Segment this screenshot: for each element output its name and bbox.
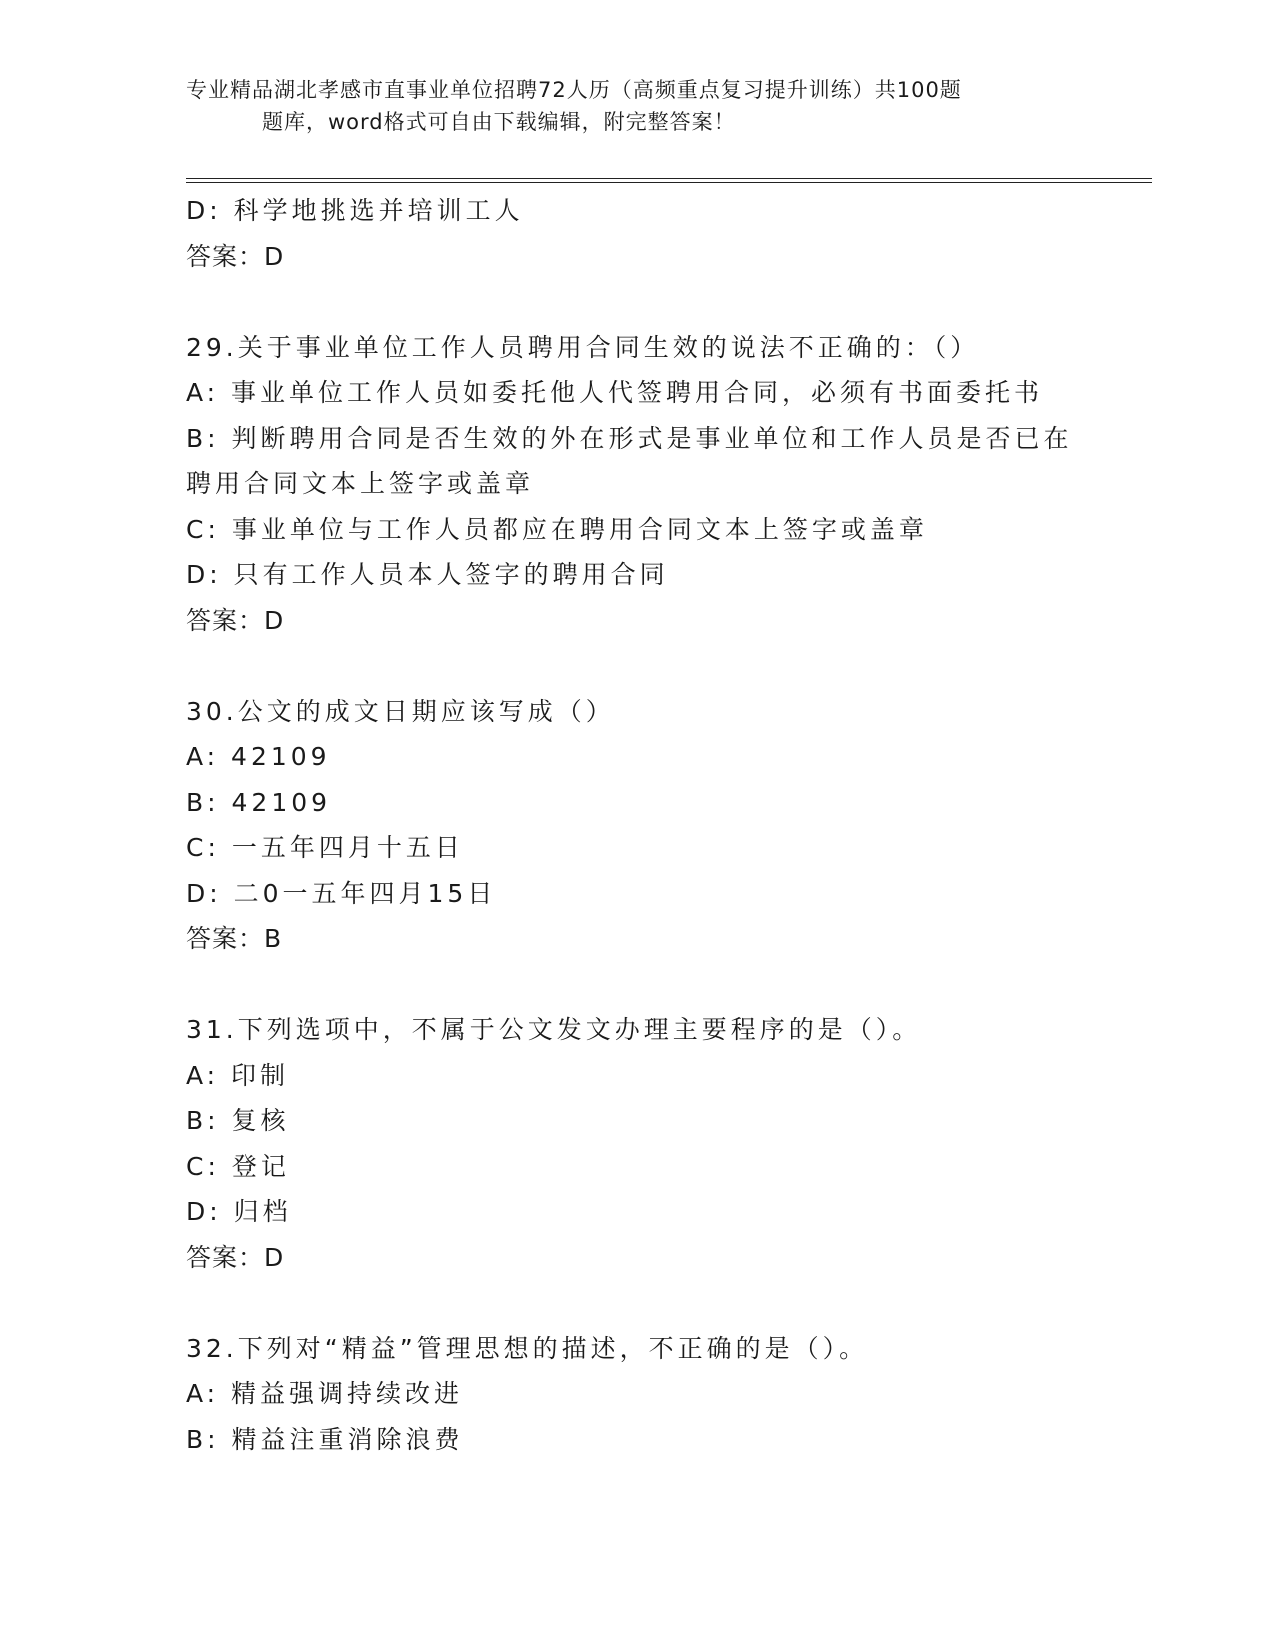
question-stem: 32.下列对“精益”管理思想的描述，不正确的是（）。 bbox=[186, 1333, 869, 1363]
option-line: A: 精益强调持续改进 bbox=[186, 1379, 464, 1408]
option-line: D: 科学地挑选并培训工人 bbox=[186, 196, 524, 225]
blank-line bbox=[186, 1280, 1086, 1326]
option-line: A: 42109 bbox=[186, 742, 331, 771]
question-stem: 29.关于事业单位工作人员聘用合同生效的说法不正确的：（） bbox=[186, 332, 980, 362]
option-line: B: 精益注重消除浪费 bbox=[186, 1424, 464, 1454]
blank-line bbox=[186, 643, 1086, 689]
header-title-line-1: 专业精品湖北孝感市直事业单位招聘72人历（高频重点复习提升训练）共100题 bbox=[186, 78, 962, 102]
answer-line: 答案：D bbox=[186, 1242, 285, 1272]
option-line: A: 印制 bbox=[186, 1060, 290, 1090]
option-line: D: 只有工作人员本人签字的聘用合同 bbox=[186, 560, 669, 589]
option-line: 聘用合同文本上签字或盖章 bbox=[186, 469, 535, 498]
option-line: B: 判断聘用合同是否生效的外在形式是事业单位和工作人员是否已在 bbox=[186, 423, 1073, 453]
option-line: C: 登记 bbox=[186, 1151, 290, 1181]
header-double-rule bbox=[186, 178, 1152, 183]
option-line: A: 事业单位工作人员如委托他人代签聘用合同，必须有书面委托书 bbox=[186, 378, 1044, 407]
answer-line: 答案：B bbox=[186, 924, 283, 953]
answer-line: 答案：D bbox=[186, 605, 285, 635]
option-line: B: 42109 bbox=[186, 787, 332, 817]
option-line: C: 一五年四月十五日 bbox=[186, 833, 464, 862]
option-line: D: 归档 bbox=[186, 1197, 292, 1226]
page-header bbox=[186, 74, 1086, 138]
question-stem: 31.下列选项中，不属于公文发文办理主要程序的是（）。 bbox=[186, 1015, 922, 1044]
answer-line: 答案：D bbox=[186, 241, 285, 271]
question-stem: 30.公文的成文日期应该写成（） bbox=[186, 696, 615, 726]
option-line: D: 二0一五年四月15日 bbox=[186, 878, 497, 908]
question-content bbox=[186, 188, 1086, 1462]
option-line: B: 复核 bbox=[186, 1106, 290, 1135]
option-line: C: 事业单位与工作人员都应在聘用合同文本上签字或盖章 bbox=[186, 514, 928, 544]
header-title-line-2: 题库，word格式可自由下载编辑，附完整答案！ bbox=[262, 110, 736, 134]
blank-line bbox=[186, 279, 1086, 325]
blank-line bbox=[186, 962, 1086, 1008]
